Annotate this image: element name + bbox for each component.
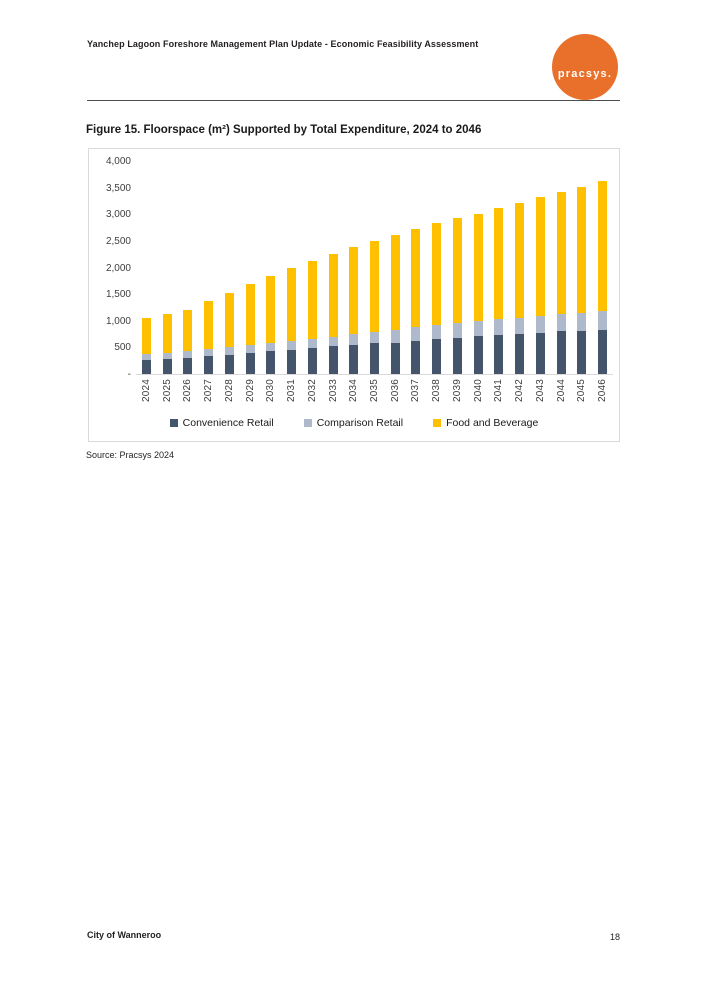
bar-segment	[225, 355, 234, 374]
bar-segment	[474, 214, 483, 321]
bar-segment	[391, 235, 400, 330]
plot-area	[136, 162, 613, 375]
x-tick-label: 2031	[286, 379, 298, 403]
bar-segment	[577, 331, 586, 374]
bar-segment	[266, 351, 275, 374]
figure-title: Figure 15. Floorspace (m²) Supported by Total Expenditure, 2024 to 2046	[86, 124, 482, 136]
y-tick-label: 4,000	[105, 156, 131, 167]
chart-legend	[89, 417, 619, 429]
bar-segment	[391, 343, 400, 374]
legend-item	[433, 417, 538, 429]
bar-segment	[349, 345, 358, 374]
x-tick-label: 2024	[140, 379, 152, 403]
bar-segment	[246, 345, 255, 353]
bar-segment	[391, 330, 400, 343]
bar-segment	[204, 356, 213, 374]
bar-segment	[308, 339, 317, 348]
y-tick-label: 3,000	[105, 209, 131, 221]
bar-segment	[432, 325, 441, 339]
x-axis	[136, 379, 613, 413]
stacked-bar-2032	[308, 261, 317, 374]
bar-segment	[536, 316, 545, 333]
stacked-bar-2043	[536, 197, 545, 374]
bar-segment	[598, 330, 607, 374]
x-tick-label: 2044	[555, 379, 567, 403]
bar-segment	[411, 327, 420, 341]
bar-segment	[287, 341, 296, 350]
bar-segment	[329, 254, 338, 337]
bar-segment	[142, 318, 151, 354]
bar-segment	[246, 284, 255, 345]
bar-segment	[536, 197, 545, 315]
legend-label: Comparison Retail	[316, 417, 404, 429]
bar-segment	[598, 181, 607, 311]
stacked-bar-2046	[598, 181, 607, 374]
stacked-bar-2030	[266, 276, 275, 375]
x-tick-label: 2043	[534, 379, 546, 403]
bar-segment	[411, 229, 420, 328]
bar-segment	[246, 353, 255, 374]
legend-label: Food and Beverage	[446, 417, 539, 429]
bar-segment	[266, 343, 275, 351]
bar-segment	[494, 208, 503, 319]
stacked-bar-2025	[163, 314, 172, 374]
bar-segment	[287, 350, 296, 374]
bar-segment	[577, 313, 586, 331]
footer-left: City of Wanneroo	[87, 930, 162, 940]
y-tick-label: 2,000	[105, 262, 131, 274]
bar-segment	[515, 318, 524, 335]
stacked-bar-2033	[329, 254, 338, 374]
stacked-bar-2037	[411, 229, 420, 374]
bar-segment	[204, 301, 213, 349]
x-tick-label: 2025	[161, 379, 173, 403]
bar-segment	[432, 339, 441, 374]
stacked-bar-2024	[142, 318, 151, 374]
y-tick-label: -	[127, 369, 131, 380]
legend-swatch-icon	[433, 419, 441, 427]
bar-segment	[557, 331, 566, 374]
stacked-bar-2029	[246, 284, 255, 374]
pracsys-logo	[552, 34, 618, 100]
bar-segment	[287, 268, 296, 341]
bar-segment	[453, 338, 462, 374]
source-note: Source: Pracsys 2024	[86, 450, 175, 460]
legend-item	[304, 417, 403, 429]
y-tick-label: 3,500	[105, 182, 131, 194]
bar-segment	[370, 343, 379, 374]
x-tick-label: 2028	[223, 379, 235, 403]
bar-segment	[266, 276, 275, 343]
x-tick-label: 2040	[472, 379, 484, 403]
header-title: Yanchep Lagoon Foreshore Management Plan Update - Economic Feasibility Assessment	[87, 39, 479, 49]
bar-segment	[557, 314, 566, 331]
page-number: 18	[609, 932, 620, 942]
bar-segment	[370, 332, 379, 344]
x-tick-label: 2032	[306, 379, 318, 403]
y-tick-label: 1,500	[105, 289, 131, 301]
bar-segment	[536, 333, 545, 374]
bar-segment	[557, 192, 566, 314]
bar-segment	[494, 319, 503, 335]
stacked-bar-2040	[474, 214, 483, 374]
bar-segment	[432, 223, 441, 325]
x-tick-label: 2026	[182, 379, 194, 403]
bar-segment	[329, 346, 338, 374]
bar-segment	[515, 203, 524, 317]
x-tick-label: 2045	[576, 379, 588, 403]
y-tick-label: 1,000	[105, 315, 131, 327]
stacked-bar-2036	[391, 235, 400, 375]
stacked-bar-2026	[183, 310, 192, 374]
x-tick-label: 2036	[389, 379, 401, 403]
stacked-bar-2028	[225, 293, 234, 374]
bar-segment	[474, 336, 483, 374]
bar-segment	[474, 321, 483, 336]
bar-segment	[349, 247, 358, 334]
x-tick-label: 2041	[493, 379, 505, 403]
chart-container	[88, 148, 620, 442]
bar-segment	[515, 334, 524, 374]
bar-segment	[349, 334, 358, 345]
bar-segment	[163, 314, 172, 352]
stacked-bar-2035	[370, 241, 379, 374]
bar-segment	[598, 311, 607, 330]
pracsys-logo-text: pracsys.	[557, 68, 613, 80]
bar-segment	[142, 360, 151, 374]
bar-segment	[453, 218, 462, 323]
bar-segment	[225, 347, 234, 354]
bar-segment	[183, 358, 192, 374]
x-tick-label: 2035	[368, 379, 380, 403]
x-tick-label: 2046	[597, 379, 609, 403]
bar-segment	[577, 187, 586, 313]
stacked-bar-2039	[453, 218, 462, 374]
stacked-bar-2042	[515, 203, 524, 374]
legend-label: Convenience Retail	[182, 417, 274, 429]
bar-segment	[308, 348, 317, 374]
stacked-bar-2038	[432, 223, 441, 374]
stacked-bar-2027	[204, 301, 213, 374]
stacked-bar-2045	[577, 187, 586, 374]
bar-segment	[329, 337, 338, 347]
bar-segment	[370, 241, 379, 332]
x-tick-label: 2037	[410, 379, 422, 403]
y-tick-label: 500	[114, 342, 131, 354]
legend-item	[170, 417, 274, 429]
legend-swatch-icon	[170, 419, 178, 427]
legend-swatch-icon	[304, 419, 312, 427]
bar-segment	[163, 359, 172, 374]
stacked-bar-2031	[287, 268, 296, 374]
bar-segment	[308, 261, 317, 339]
bar-segment	[204, 349, 213, 356]
header-divider	[87, 100, 620, 101]
x-tick-label: 2039	[451, 379, 463, 403]
x-tick-label: 2029	[244, 379, 256, 403]
x-tick-label: 2034	[348, 379, 360, 403]
stacked-bar-2034	[349, 247, 358, 374]
stacked-bar-2044	[557, 192, 566, 374]
x-tick-label: 2027	[203, 379, 215, 403]
bar-segment	[494, 335, 503, 374]
bar-segment	[411, 341, 420, 374]
bar-segment	[225, 293, 234, 348]
stacked-bar-2041	[494, 208, 503, 374]
bar-segment	[183, 310, 192, 352]
x-tick-label: 2042	[514, 379, 526, 403]
bar-segment	[453, 323, 462, 338]
x-tick-label: 2038	[431, 379, 443, 403]
y-tick-label: 2,500	[105, 235, 131, 247]
x-tick-label: 2033	[327, 379, 339, 403]
x-tick-label: 2030	[265, 379, 277, 403]
